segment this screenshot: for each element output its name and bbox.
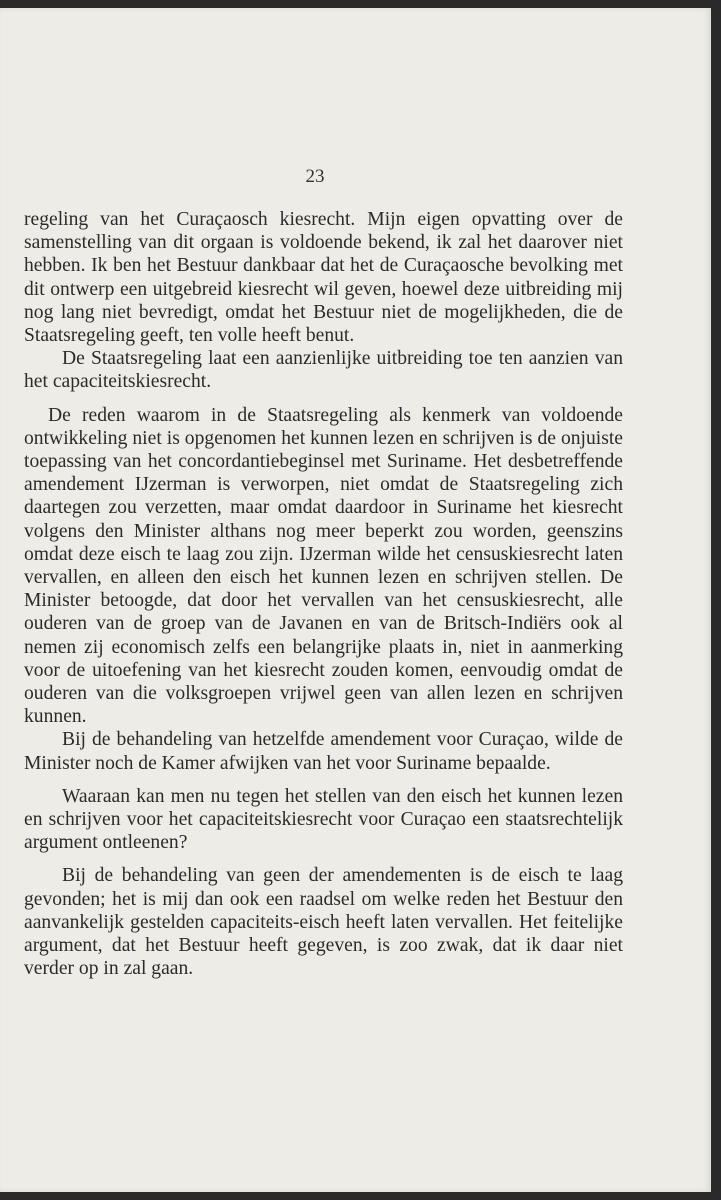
paragraph: De Staatsregeling laat een aanzienlijke uitbreiding toe ten aanzien van het capaciteitskiesrecht. — [24, 348, 623, 393]
body-text — [24, 208, 623, 981]
page-number: 23 — [305, 166, 325, 187]
paragraph: Bij de behandeling van geen der amendementen is de eisch te laag gevonden; het is mij dan ook een raadsel om welke reden het Bestuur den aanvankelijk gestelden capaciteits-eisch heeft laten vervallen. Het feitelijke argument, dat het Bestuur heeft gegeven, is zoo zwak, dat ik daar niet verder op in zal gaan. — [24, 865, 623, 980]
paragraph: De reden waarom in de Staatsregeling als kenmerk van voldoende ontwikkeling niet is opgenomen het kunnen lezen en schrijven is de onjuiste toepassing van het concordantiebeginsel met Suriname. Het desbetreffende amendement IJzerman is verworpen, niet omdat de Staatsregeling zich daartegen zou verzetten, maar omdat daardoor in Suriname het kiesrecht volgens den Minister althans nog meer beperkt zou worden, geenszins omdat deze eisch te laag zou zijn. IJzerman wilde het censuskiesrecht laten vervallen, en alleen den eisch het kunnen lezen en schrijven stellen. De Minister betoogde, dat door het vervallen van het censuskiesrecht, alle ouderen van de groep van de Javanen en van de Britsch-Indiërs ook al nemen zij economisch zelfs een belangrijke plaats in, niet in aanmerking voor de uitoefening van het kiesrecht zouden komen, eenvoudig omdat de ouderen van die volksgroepen vrijwel geen van allen lezen en schrijven kunnen. — [24, 404, 623, 728]
scan-edge-right — [711, 0, 721, 1200]
paragraph: Waaraan kan men nu tegen het stellen van den eisch het kunnen lezen en schrijven voor het capaciteitskiesrecht voor Curaçao een staatsrechtelijk argument ontleenen? — [24, 785, 623, 854]
book-page — [0, 8, 711, 1192]
scan-edge-bottom — [0, 1192, 721, 1200]
paragraph: regeling van het Curaçaosch kiesrecht. Mijn eigen opvatting over de samenstelling van dit orgaan is voldoende bekend, ik zal het daarover niet hebben. Ik ben het Bestuur dankbaar dat het de Curaçaosche bevolking met dit ontwerp een uitgebreid kiesrecht wil geven, hoewel deze uitbreiding mij nog lang niet bevredigt, omdat het Bestuur niet de mogelijkheden, die de Staatsregeling geeft, ten volle heeft benut. — [24, 209, 623, 347]
paragraph: Bij de behandeling van hetzelfde amendement voor Curaçao, wilde de Minister noch de Kamer afwijken van het voor Suriname bepaalde. — [24, 729, 623, 774]
